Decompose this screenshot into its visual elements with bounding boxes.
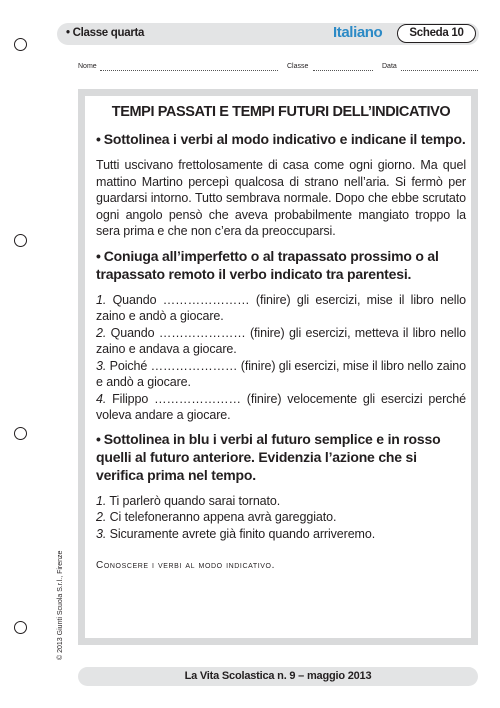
- copyright-notice: © 2013 Giunti Scuola S.r.l., Firenze: [57, 550, 64, 660]
- list-item: 3. Sicuramente avrete già finito quando arriveremo.: [96, 526, 376, 541]
- class-field[interactable]: [313, 70, 373, 71]
- student-info-fields: [78, 63, 478, 75]
- list-item: 1. Ti parlerò quando sarai tornato.: [96, 493, 281, 508]
- list-item: 1. Quando ………………… (finire) gli esercizi, mise il libro nello zaino e andò a giocare.: [96, 292, 466, 323]
- binder-hole-2: [14, 234, 27, 247]
- list-item: 4. Filippo ………………… (finire) velocemente gli esercizi perché voleva andare a giocare.: [96, 391, 467, 422]
- exercise-3-items: [96, 493, 466, 543]
- class-field-label: Classe: [287, 63, 309, 70]
- footer-bar: La Vita Scolastica n. 9 – maggio 2013: [78, 667, 478, 686]
- exercise-1-text: Tutti uscivano frettolosamente di casa come ogni giorno. Ma quel mattino Martino percepì qualcosa di strano nell’aria. Si fermò per guardarsi intorno. Tutto sembrava normale. Dopo che ebbe scrutato ogni angolo pensò che aveva probabilmente mangiato troppo la sera prima e che non c’era da preoccuparsi.: [96, 158, 466, 238]
- exercise-1-instruction: • Sottolinea i verbi al modo indicativo e indicane il tempo.: [96, 131, 466, 147]
- binder-hole-1: [14, 38, 27, 51]
- date-field[interactable]: [401, 70, 478, 71]
- bullet-icon: •: [96, 131, 101, 147]
- name-label: Nome: [78, 63, 97, 70]
- exercise-2-items: [96, 292, 466, 424]
- list-item: 2. Ci telefoneranno appena avrà gareggiato.: [96, 510, 337, 524]
- binder-hole-3: [14, 427, 27, 440]
- name-field[interactable]: [100, 70, 278, 71]
- sheet-number-badge: Scheda 10: [397, 24, 476, 43]
- date-label: Data: [382, 63, 397, 70]
- bullet-icon: •: [96, 247, 101, 264]
- worksheet-title: TEMPI PASSATI E TEMPI FUTURI DELL’INDICATIVO: [111, 104, 451, 120]
- subject-title: Italiano: [333, 24, 383, 41]
- class-label: • Classe quarta: [66, 27, 145, 39]
- bullet-icon: •: [96, 430, 101, 447]
- exercise-3-instruction: • Sottolinea in blu i verbi al futuro semplice e in rosso quelli al futuro anteriore. Evidenzia l’azione che si verifica prima nel tempo.: [96, 430, 441, 483]
- learning-objective: Conoscere i verbi al modo indicativo.: [96, 560, 275, 571]
- exercise-2-instruction: • Coniuga all’imperfetto o al trapassato prossimo o al trapassato remoto il verbo indicato tra parentesi.: [96, 247, 439, 282]
- binder-hole-4: [14, 621, 27, 634]
- list-item: 3. Poiché ………………… (finire) gli esercizi, mise il libro nello zaino e andò a giocare.: [96, 358, 466, 389]
- list-item: 2. Quando ………………… (finire) gli esercizi, metteva il libro nello zaino e andava a giocare.: [96, 325, 466, 356]
- worksheet-panel: [78, 89, 478, 645]
